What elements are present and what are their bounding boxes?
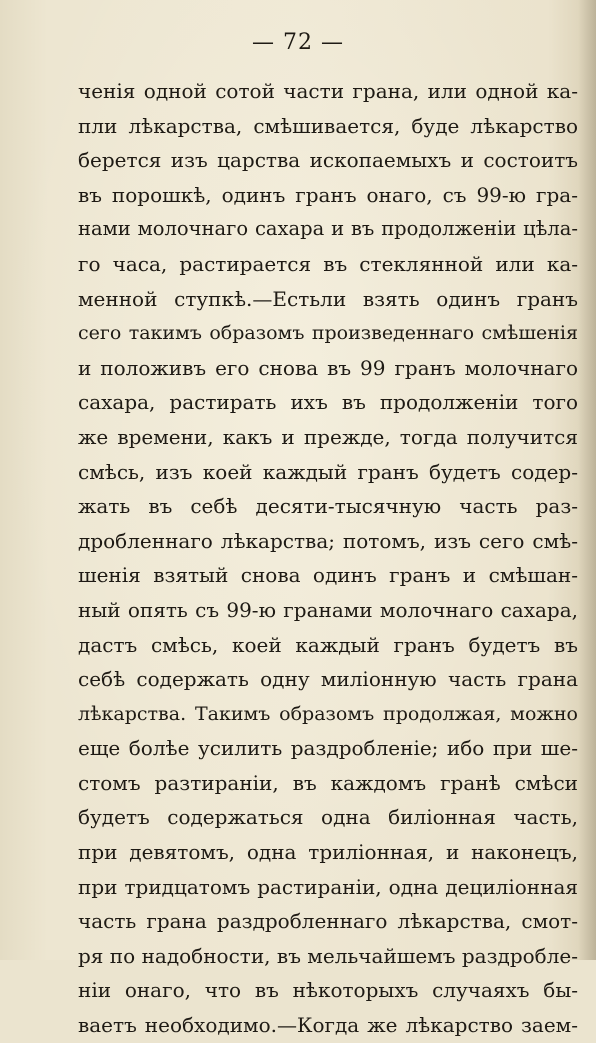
text-line: ный опять съ 99-ю гранами молочнаго сахара, (78, 597, 578, 622)
text-line: лѣкарства. Такимъ образомъ продолжая, можно (78, 702, 578, 725)
text-line: ваетъ необходимо.—Когда же лѣкарство заем- (78, 1013, 578, 1038)
text-line: сахара, растирать ихъ въ продолженіи того (78, 390, 578, 415)
text-line: сего такимъ образомъ произведеннаго смѣшенія (78, 322, 578, 345)
page-body-text (78, 74, 578, 1043)
text-line: часть грана раздробленнаго лѣкарства, смот- (78, 909, 578, 934)
text-line: го часа, растирается въ стеклянной или ка- (78, 251, 578, 276)
text-line: нами молочнаго сахара и въ продолженіи цѣла- (78, 217, 578, 241)
text-line: и положивъ его снова въ 99 гранъ молочнаго (78, 355, 578, 380)
text-line: ніи онаго, что въ нѣкоторыхъ случаяхъ бы- (78, 978, 578, 1003)
text-line: жать въ себѣ десяти-тысячную часть раз- (78, 494, 578, 519)
text-line: дробленнаго лѣкарства; потомъ, изъ сего смѣ- (78, 528, 578, 553)
text-line: будетъ содержаться одна биліонная часть, (78, 805, 578, 830)
text-line: стомъ разтираніи, въ каждомъ гранѣ смѣси (78, 770, 578, 795)
text-line: пли лѣкарства, смѣшивается, буде лѣкарство (78, 113, 578, 138)
text-line: въ порошкѣ, одинъ гранъ онаго, съ 99-ю гра- (78, 182, 578, 207)
text-line: дастъ смѣсь, коей каждый гранъ будетъ въ (78, 632, 578, 657)
text-line: ченія одной сотой части грана, или одной ка- (78, 79, 578, 103)
page-edge-shadow (578, 0, 596, 960)
text-line: себѣ содержать одну миліонную часть грана (78, 667, 578, 692)
text-line: менной ступкѣ.—Естьли взять одинъ гранъ (78, 286, 578, 311)
text-line: при тридцатомъ растираніи, одна дециліонная (78, 874, 578, 899)
text-line: берется изъ царства ископаемыхъ и состоитъ (78, 148, 578, 173)
text-line: ря по надобности, въ мельчайшемъ раздробле- (78, 943, 578, 968)
text-line: шенія взятый снова одинъ гранъ и смѣшан- (78, 563, 578, 588)
text-line: при девятомъ, одна триліонная, и наконецъ, (78, 840, 578, 865)
text-line: же времени, какъ и прежде, тогда получится (78, 424, 578, 449)
text-line: смѣсь, изъ коей каждый гранъ будетъ содер- (78, 459, 578, 484)
text-line: еще болѣе усилить раздробленіе; ибо при ше- (78, 736, 578, 761)
page-number: — 72 — (252, 30, 344, 55)
